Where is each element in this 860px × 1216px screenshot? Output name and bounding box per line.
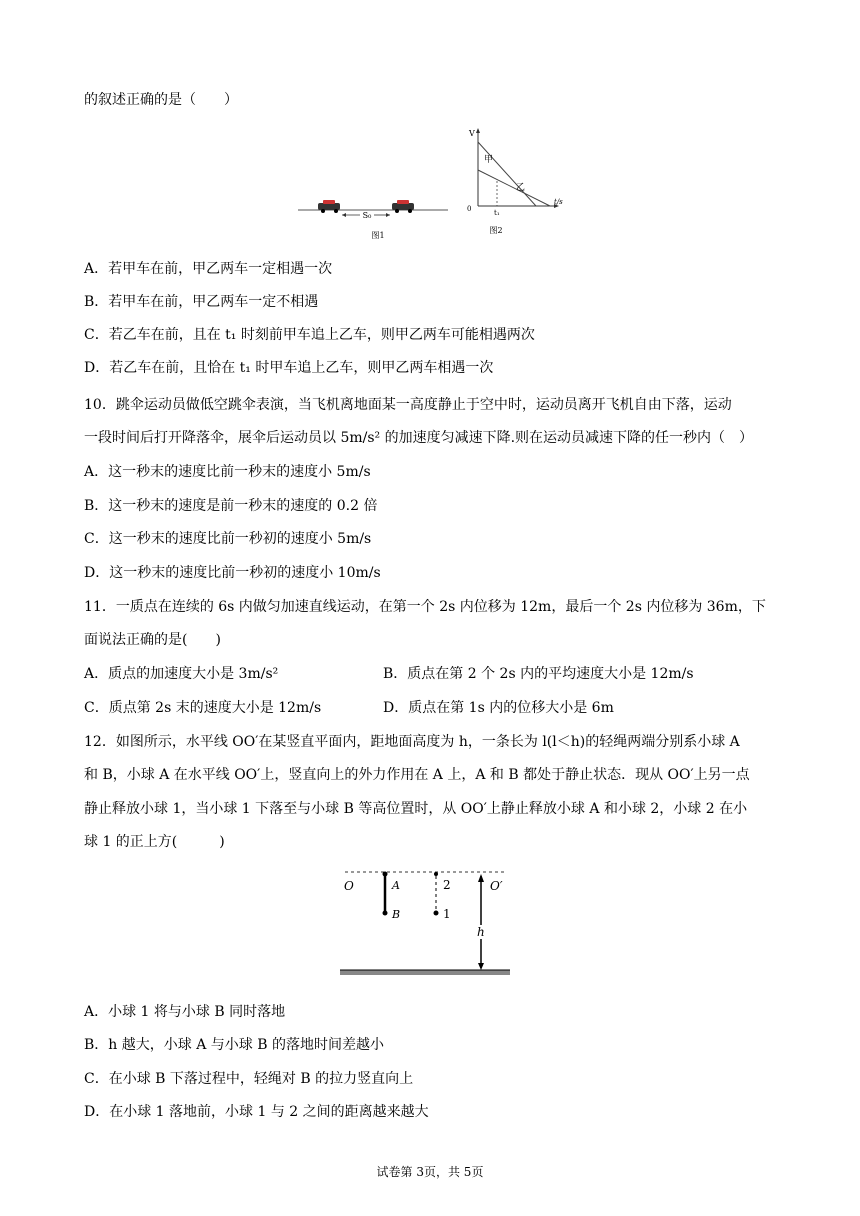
label-A: A bbox=[392, 879, 400, 892]
label-O: O bbox=[344, 879, 354, 893]
q11-option-a: A．质点的加速度大小是 3m/s² bbox=[84, 666, 279, 682]
y-axis-label: V bbox=[469, 129, 475, 138]
q12-stem-line3: 静止释放小球 1，当小球 1 下落至与小球 B 等高位置时，从 OO′上静止释放小球 A 和小球 2，小球 2 在小 bbox=[84, 801, 748, 817]
q11-option-b: B．质点在第 2 个 2s 内的平均速度大小是 12m/s bbox=[383, 666, 694, 682]
q10-stem-line1: 10．跳伞运动员做低空跳伞表演，当飞机离地面某一高度静止于空中时，运动员离开飞机自由下落，运动 bbox=[84, 397, 732, 413]
arrow-up-icon bbox=[478, 874, 484, 882]
t1-label: t₁ bbox=[494, 209, 500, 217]
q9-option-c: C．若乙车在前，且在 t₁ 时刻前甲车追上乙车，则甲乙两车可能相遇两次 bbox=[84, 327, 535, 343]
q9-stem-tail: 的叙述正确的是（ ） bbox=[84, 92, 238, 108]
arrow-down-icon bbox=[478, 963, 484, 970]
q12-option-c: C．在小球 B 下落过程中，轻绳对 B 的拉力竖直向上 bbox=[84, 1071, 414, 1087]
q10-option-a: A．这一秒末的速度比前一秒末的速度小 5m/s bbox=[84, 464, 371, 480]
q10-option-d: D．这一秒末的速度比前一秒初的速度小 10m/s bbox=[84, 565, 381, 581]
ground bbox=[340, 970, 510, 975]
label-B: B bbox=[392, 908, 401, 921]
ball-b bbox=[383, 911, 388, 916]
q11-option-d: D．质点在第 1s 内的位移大小是 6m bbox=[383, 700, 614, 716]
page-footer: 试卷第 3页，共 5页 bbox=[376, 1165, 484, 1179]
q10-option-b: B．这一秒末的速度是前一秒末的速度的 0.2 倍 bbox=[84, 498, 378, 514]
q12-option-a: A．小球 1 将与小球 B 同时落地 bbox=[84, 1004, 286, 1020]
s0-label: S₀ bbox=[362, 211, 372, 220]
q10-stem-line2: 一段时间后打开降落伞，展伞后运动员以 5m/s² 的加速度匀减速下降.则在运动员减速下降的任一秒内（ ） bbox=[84, 430, 754, 446]
q9-option-b: B．若甲车在前，甲乙两车一定不相遇 bbox=[84, 294, 319, 310]
q12-stem-line1: 12．如图所示，水平线 OO′在某竖直平面内，距地面高度为 h，一条长为 l(l＜h)的轻绳两端分别系小球 A bbox=[84, 734, 740, 750]
label-1: 1 bbox=[443, 907, 451, 921]
fig2-caption: 图2 bbox=[489, 226, 503, 235]
q12-stem-line2: 和 B，小球 A 在水平线 OO′上，竖直向上的外力作用在 A 上，A 和 B 都处于静止状态．现从 OO′上另一点 bbox=[84, 767, 750, 783]
q11-stem-line1: 11．一质点在连续的 6s 内做匀加速直线运动，在第一个 2s 内位移为 12m，最后一个 2s 内位移为 36m，下 bbox=[84, 599, 766, 615]
q12-figure bbox=[335, 862, 515, 980]
q9-figure-2 bbox=[460, 124, 570, 240]
q9-option-d: D．若乙车在前，且恰在 t₁ 时甲车追上乙车，则甲乙两车相遇一次 bbox=[84, 360, 494, 376]
series-yi-label: 乙 bbox=[516, 183, 526, 193]
q9-figure-1 bbox=[298, 190, 458, 242]
series-yi-line bbox=[478, 170, 550, 206]
label-h: h bbox=[477, 925, 485, 939]
fig1-caption: 图1 bbox=[371, 231, 385, 240]
q9-option-a: A．若甲车在前，甲乙两车一定相遇一次 bbox=[84, 261, 333, 277]
ball-2 bbox=[434, 872, 438, 876]
label-O-prime: O′ bbox=[490, 879, 503, 893]
ball-a bbox=[383, 872, 388, 877]
car-jia-icon bbox=[318, 200, 340, 213]
label-2: 2 bbox=[443, 878, 451, 892]
q10-option-c: C．这一秒末的速度比前一秒初的速度小 5m/s bbox=[84, 531, 372, 547]
series-jia-label: 甲 bbox=[484, 155, 494, 165]
q12-stem-line4: 球 1 的正上方( ) bbox=[84, 834, 225, 850]
ball-1 bbox=[434, 911, 439, 916]
q11-option-c: C．质点第 2s 末的速度大小是 12m/s bbox=[84, 700, 322, 716]
x-axis-label: t/s bbox=[554, 198, 563, 206]
origin-label: 0 bbox=[467, 205, 472, 213]
q12-option-d: D．在小球 1 落地前，小球 1 与 2 之间的距离越来越大 bbox=[84, 1104, 429, 1120]
q12-option-b: B．h 越大，小球 A 与小球 B 的落地时间差越小 bbox=[84, 1037, 384, 1053]
q11-stem-line2: 面说法正确的是( ) bbox=[84, 632, 221, 648]
car-yi-icon bbox=[392, 200, 414, 213]
